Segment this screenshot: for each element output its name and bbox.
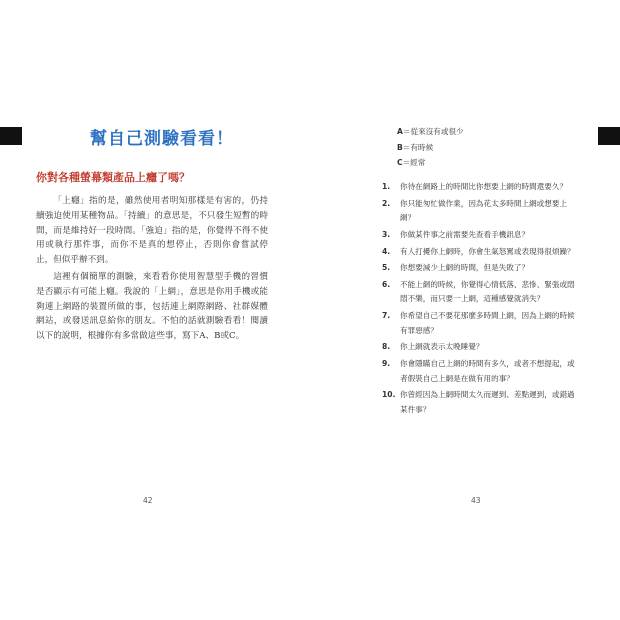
quiz-question xyxy=(382,197,582,226)
question-text: 你曾經因為上網時間太久而遲到、差點遲到，或錯過某件事？ xyxy=(400,390,575,414)
quiz-question xyxy=(382,309,582,338)
question-text: 你上網就表示太晚睡覺？ xyxy=(400,342,484,352)
question-text: 你希望自己不要花那麼多時間上網，因為上網的時候有罪惡感？ xyxy=(400,311,575,335)
question-number: 7. xyxy=(382,311,391,321)
question-number: 5. xyxy=(382,263,391,273)
question-number: 4. xyxy=(382,246,391,256)
question-number: 2. xyxy=(382,198,391,208)
quiz-question xyxy=(382,228,582,243)
question-number: 10. xyxy=(382,390,396,400)
quiz-question-list xyxy=(382,180,582,419)
legend-key: A xyxy=(397,127,403,136)
legend-text: ＝經常 xyxy=(402,158,426,167)
question-number: 6. xyxy=(382,279,391,289)
legend-item xyxy=(397,140,464,156)
question-text: 你會隱瞞自己上網的時間有多久，或者不想提起，或者假裝自己上網是在做有用的事？ xyxy=(400,359,575,383)
question-number: 1. xyxy=(382,182,391,191)
quiz-question xyxy=(382,261,582,276)
legend-key: B xyxy=(397,142,403,152)
quiz-question xyxy=(382,180,582,195)
section-subtitle: 你對各種螢幕類產品上癮了嗎？ xyxy=(36,171,190,184)
question-text: 你做某件事之前需要先查看手機訊息？ xyxy=(400,229,530,239)
answer-legend xyxy=(397,124,464,171)
quiz-question xyxy=(382,340,582,355)
legend-item xyxy=(397,155,464,171)
question-number: 9. xyxy=(382,359,391,368)
page-title: 幫自己測驗看看！ xyxy=(90,129,234,149)
question-text: 不能上網的時候，你覺得心情低落、悲慘、緊張或悶悶不樂，而只要一上網，這種感覺就消失？ xyxy=(400,279,575,304)
question-number: 3. xyxy=(382,229,391,239)
intro-paragraph: 「上癮」指的是，雖然使用者明知那樣是有害的，仍持續強迫使用某種物品。「持續」的意思是，不只發生短暫的時間，而是維持好一段時間。「強迫」指的是，你覺得不得不使用或執行那件事，而你不是真的想停止，否則你會嘗試停止，但似乎辦不到。 xyxy=(36,196,268,266)
legend-key: C xyxy=(397,158,403,167)
legend-text: ＝從來沒有或很少 xyxy=(402,127,464,136)
instructions-paragraph: 這裡有個簡單的測驗，來看看你使用智慧型手機的習慣是否顯示有可能上癮。我說的「上網」，意思是你用手機或能夠連上網路的裝置所做的事，包括連上網際網路、社群媒體網站，或發送訊息給你的朋友。不怕的話就測驗看看！閱讀以下的說明，根據你有多常做這些事，寫下A、B或C。 xyxy=(36,272,268,342)
quiz-question xyxy=(382,245,582,260)
quiz-question xyxy=(382,278,582,307)
question-text: 你待在網路上的時間比你想要上網的時間還要久？ xyxy=(400,182,568,191)
legend-item xyxy=(397,124,464,140)
page-number-right: 43 xyxy=(471,496,481,505)
quiz-question xyxy=(382,357,582,386)
right-page xyxy=(310,0,620,620)
legend-text: ＝有時候 xyxy=(402,142,434,152)
question-number: 8. xyxy=(382,342,391,352)
question-text: 你想要減少上網的時間，但是失敗了？ xyxy=(400,263,530,273)
quiz-question xyxy=(382,388,582,417)
question-text: 有人打擾你上網時，你會生氣怒罵或表現得很煩躁？ xyxy=(400,246,575,256)
question-text: 你只能匆忙做作業，因為花太多時間上網或想要上網？ xyxy=(400,198,568,223)
page-number-left: 42 xyxy=(143,496,153,505)
